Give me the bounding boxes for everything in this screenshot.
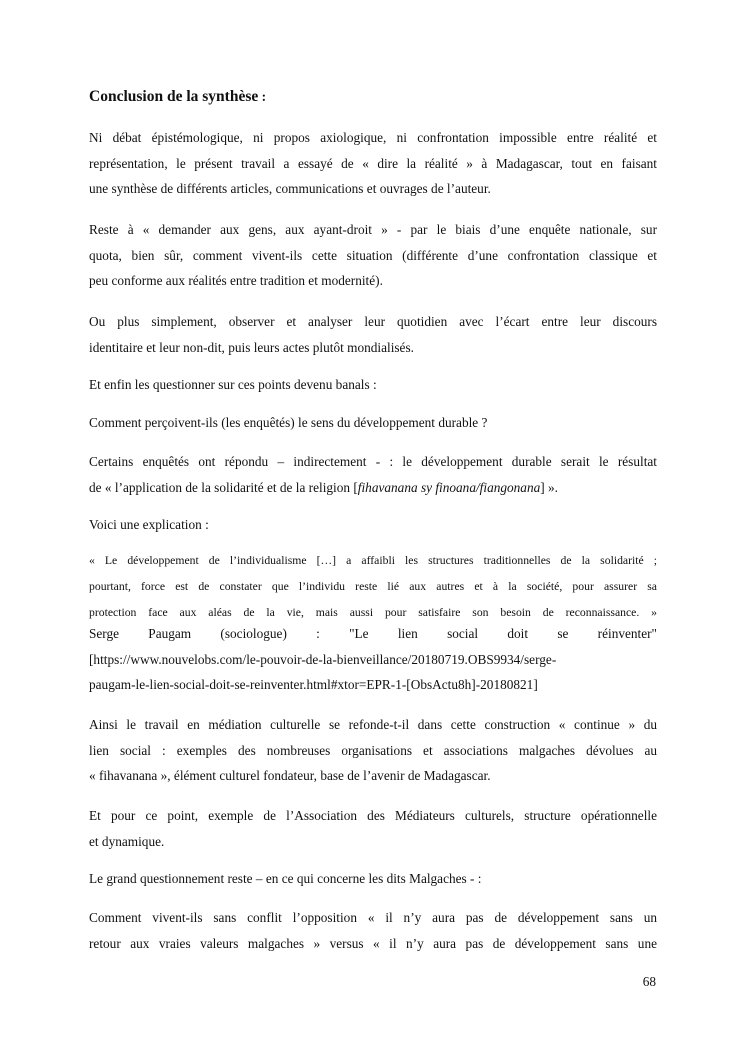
text-line: quota, bien sûr, comment vivent-ils cette situation (différente d’une confrontation classique et <box>89 247 657 263</box>
quote-line: pourtant, force est de constater que l’individu reste lié aux autres et à la société, pour assurer sa <box>89 580 657 593</box>
quote-line: protection face aux aléas de la vie, mais aussi pour satisfaire son besoin de reconnaissance. » <box>89 606 657 619</box>
block-quote <box>89 548 657 626</box>
text-line: « fihavanana », élément culturel fondateur, base de l’avenir de Madagascar. <box>89 768 491 783</box>
paragraph-6 <box>89 449 657 500</box>
paragraph-11 <box>89 905 657 956</box>
citation-reference <box>89 621 657 698</box>
text-line <box>89 475 657 501</box>
paragraph-2 <box>89 217 657 294</box>
text-line: lien social : exemples des nombreuses organisations et associations malgaches dévolues au <box>89 742 657 758</box>
paragraph-8 <box>89 712 657 789</box>
italic-term: fihavanana sy finoana/fiangonana <box>357 479 541 495</box>
heading-colon: : <box>258 89 267 104</box>
text-line: Ni débat épistémologique, ni propos axiologique, ni confrontation impossible entre réalité et <box>89 130 657 145</box>
text-line: Ou plus simplement, observer et analyser leur quotidien avec l’écart entre leur discours <box>89 314 657 329</box>
text-span: ] ». <box>540 479 558 495</box>
paragraph-3 <box>89 309 657 360</box>
text-line: Reste à « demander aux gens, aux ayant-droit » - par le biais d’une enquête nationale, sur <box>89 222 657 237</box>
text-line: Certains enquêtés ont répondu – indirectement - : le développement durable serait le résultat <box>89 454 657 469</box>
reference-line: [https://www.nouvelobs.com/le-pouvoir-de-la-bienveillance/20180719.OBS9934/serge- <box>89 651 557 667</box>
text-line: Et pour ce point, exemple de l’Association des Médiateurs culturels, structure opérationnelle <box>89 808 657 823</box>
text-line: Ainsi le travail en médiation culturelle se refonde-t-il dans cette construction « continue » du <box>89 717 657 732</box>
paragraph-9 <box>89 803 657 854</box>
text-line: identitaire et leur non-dit, puis leurs actes plutôt mondialisés. <box>89 339 414 355</box>
text-line: et dynamique. <box>89 833 165 849</box>
text-line: Comment vivent-ils sans conflit l’opposition « il n’y aura pas de développement sans un <box>89 910 657 925</box>
text-line: peu conforme aux réalités entre tradition et modernité). <box>89 273 383 288</box>
text-line: retour aux vraies valeurs malgaches » versus « il n’y aura pas de développement sans une <box>89 935 657 951</box>
page-number: 68 <box>642 974 656 989</box>
text-span: de « l’application de la solidarité et de la religion [ <box>89 479 358 495</box>
paragraph-1 <box>89 125 657 202</box>
paragraph-10: Le grand questionnement reste – en ce qui concerne les dits Malgaches - : <box>89 871 482 886</box>
reference-line: paugam-le-lien-social-doit-se-reinventer.html#xtor=EPR-1-[ObsActu8h]-20180821] <box>89 677 538 692</box>
heading-title: Conclusion de la synthèse <box>89 88 259 105</box>
paragraph-5: Comment perçoivent-ils (les enquêtés) le sens du développement durable ? <box>89 415 488 430</box>
paragraph-4: Et enfin les questionner sur ces points devenu banals : <box>89 377 377 392</box>
quote-line: « Le développement de l’individualisme […] a affaibli les structures traditionnelles de la solidarité ; <box>89 554 657 567</box>
section-heading <box>89 88 266 106</box>
text-line: une synthèse de différents articles, communications et ouvrages de l’auteur. <box>89 181 491 196</box>
paragraph-7: Voici une explication : <box>89 517 209 532</box>
text-line: représentation, le présent travail a essayé de « dire la réalité » à Madagascar, tout en faisant <box>89 155 657 171</box>
reference-line: Serge Paugam (sociologue) : "Le lien social doit se réinventer" <box>89 626 657 641</box>
